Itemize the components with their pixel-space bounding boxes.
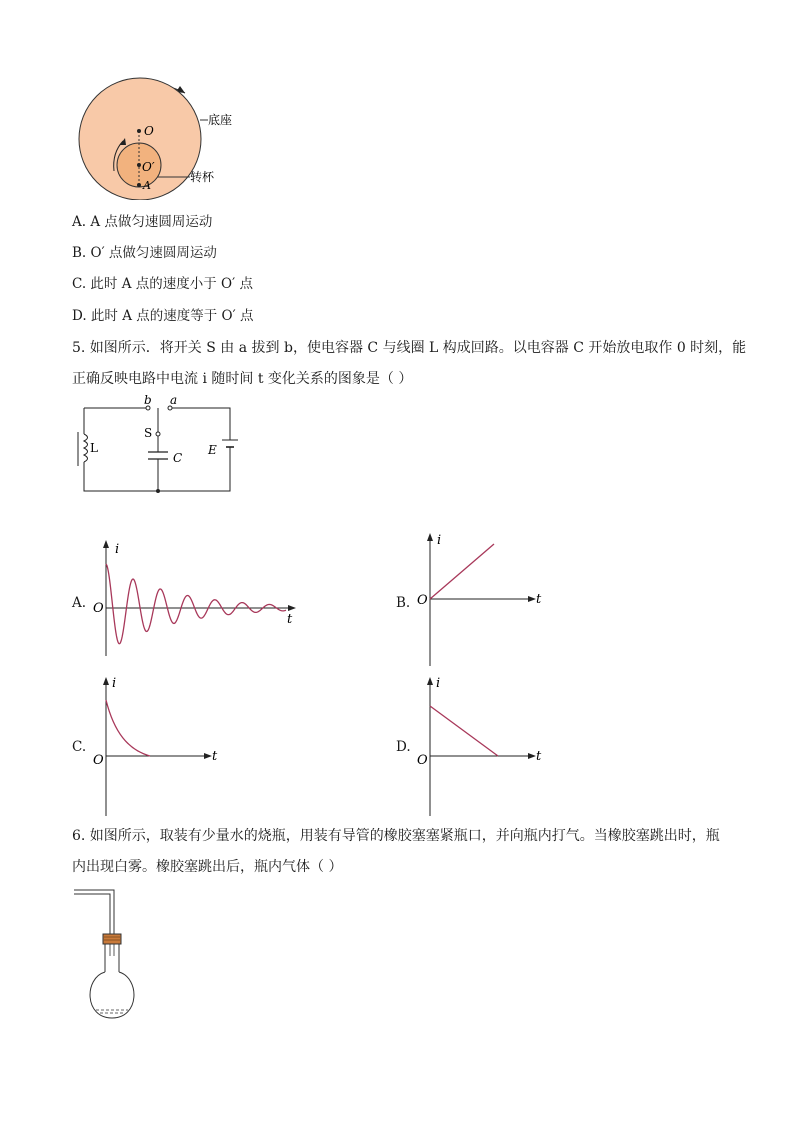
label-A: A [143,179,151,192]
glass-tube [74,890,114,936]
graph-b-origin: O [417,593,428,608]
label-a: a [170,394,178,407]
graph-a-origin: O [93,601,104,616]
flask-figure [70,886,150,1022]
label-Oprime: O′ [142,160,155,174]
label-C: C [173,451,183,465]
damped-oscillation-curve [106,564,286,644]
label-base: 底座 [208,113,233,127]
label-b: b [144,394,152,407]
lc-circuit-diagram [70,394,250,496]
graph-b-x-label: t [536,592,542,607]
graph-c-x-label: t [212,749,218,764]
q4-option-b: B. O′ 点做匀速圆周运动 [72,245,217,261]
graph-a-option: A. [72,595,87,611]
label-cup: 转杯 [190,170,215,184]
graph-a-x-label: t [287,612,293,627]
graph-d-origin: O [417,753,428,768]
graph-c-y-label: i [112,676,117,691]
q5-stem-line1: 5. 如图所示．将开关 S 由 a 拔到 b，使电容器 C 与线圈 L 构成回路。以电容器 C 开始放电取作 0 时刻，能 [72,340,747,356]
q5-stem-line2: 正确反映电路中电流 i 随时间 t 变化关系的图象是（ ） [72,371,413,387]
graph-a [90,538,305,658]
graph-d [412,672,552,818]
graph-b [412,530,552,668]
graph-c-origin: O [93,753,104,768]
flask-bulb [90,972,134,1018]
graph-d-x-label: t [536,749,542,764]
q4-option-a: A. A 点做匀速圆周运动 [72,214,213,230]
graph-a-y-label: i [115,542,120,557]
graph-b-option: B. [396,595,411,611]
q6-stem-line1: 6. 如图所示，取装有少量水的烧瓶，用装有导管的橡胶塞塞紧瓶口，并向瓶内打气。当橡胶塞跳出时，瓶 [72,828,720,844]
linear-increase-line [430,544,494,599]
inductor-coil [84,434,88,462]
graph-c-option: C. [72,739,87,755]
exponential-decay-curve [106,700,150,756]
label-S: S [144,426,153,440]
q4-option-c: C. 此时 A 点的速度小于 O′ 点 [72,276,253,292]
label-L: L [90,441,98,455]
graph-c [90,672,225,818]
rubber-stopper [103,934,121,944]
graph-d-y-label: i [436,676,441,691]
label-E: E [208,443,217,457]
linear-decrease-line [430,706,498,756]
graph-d-option: D. [396,739,411,755]
q6-stem-line2: 内出现白雾。橡胶塞跳出后，瓶内气体（ ） [72,859,343,875]
label-O: O [144,124,154,138]
q4-option-d: D. 此时 A 点的速度等于 O′ 点 [72,308,254,324]
turntable-figure [70,75,260,200]
graph-b-y-label: i [437,533,442,548]
